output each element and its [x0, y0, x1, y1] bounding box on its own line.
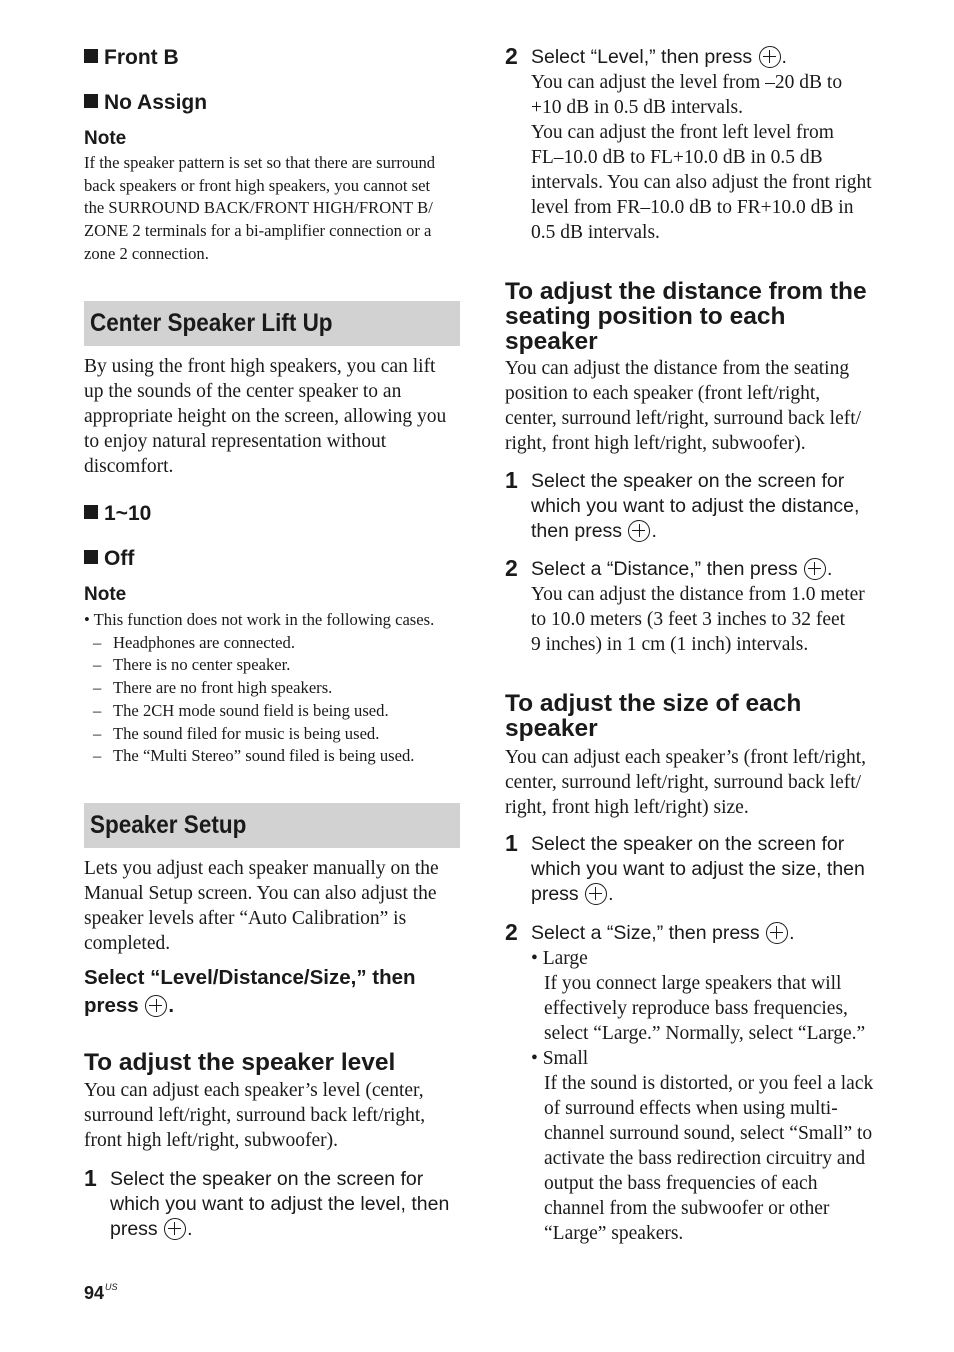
- list-item: • Large: [531, 948, 588, 969]
- step-number: 1: [505, 830, 518, 856]
- size-options: • Large If you connect large speakers that will effectively reproduce bass frequencies, select “Large.” Normally, select “Large.” • Small If the sound is distorted, or you feel a lack of surround effects when using multi- channel surround sound, select “Small” to activate the bass redirection circuitry and output the bass frequencies of each channel from the subwoofer or other “Large” speakers.: [531, 946, 891, 1246]
- square-bullet-icon: [84, 505, 98, 519]
- step-number: 2: [505, 555, 518, 581]
- page-number: $94^{US}$: [84, 1282, 118, 1303]
- enter-button-icon: [628, 520, 650, 542]
- section-banner: Speaker Setup: [84, 803, 460, 848]
- step-number: 1: [84, 1165, 97, 1191]
- section-paragraph: By using the front high speakers, you can lift up the sounds of the center speaker to an appropriate height on the screen, allowing you to enjoy natural representation without discomfort.: [84, 356, 447, 477]
- note-label: Note: [84, 128, 127, 149]
- section-paragraph: You can adjust each speaker’s level (center, surround left/right, surround back left/right, front high left/right, subwoofer).: [84, 1080, 426, 1151]
- subsection-heading: To adjust the distance from the seating position to each speaker: [505, 278, 867, 355]
- enter-button-icon: [164, 1218, 186, 1240]
- section-paragraph: You can adjust the distance from the seating position to each speaker (front left/right, center, surround left/right, surround back left/ right, front high left/right, subwoofer).: [505, 358, 862, 454]
- option-heading: Off: [84, 546, 134, 572]
- list-item: – The sound filed for music is being used.: [93, 723, 380, 743]
- list-item: • Small: [531, 1048, 589, 1069]
- option-heading: Front B: [84, 45, 179, 71]
- instruction-heading: Select “Level/Distance/Size,” then press .: [84, 966, 416, 1017]
- section-paragraph: Lets you adjust each speaker manually on the Manual Setup screen. You can also adjust the speaker levels after “Auto Calibration” is completed.: [84, 858, 439, 954]
- step-number: 2: [505, 43, 518, 69]
- list-item: – There is no center speaker.: [93, 655, 291, 675]
- note-label: Note: [84, 584, 127, 605]
- step-number: 2: [505, 919, 518, 945]
- enter-button-icon: [766, 922, 788, 944]
- step-number: 1: [505, 467, 518, 493]
- section-banner: Center Speaker Lift Up: [84, 301, 460, 346]
- section-paragraph: You can adjust each speaker’s (front left/right, center, surround left/right, surround back left/ right, front high left/right) size.: [505, 747, 867, 818]
- option-heading: No Assign: [84, 90, 207, 116]
- list-item: – The 2CH mode sound field is being used.: [93, 700, 389, 720]
- square-bullet-icon: [84, 94, 98, 108]
- option-heading: 1~10: [84, 501, 151, 527]
- list-item: – There are no front high speakers.: [93, 678, 333, 698]
- square-bullet-icon: [84, 550, 98, 564]
- note-list: • This function does not work in the following cases. – Headphones are connected. – There is no center speaker. – There are no front high speakers. – The 2CH mode sound field is being used. – The sound filed for music is being used. – The “Multi Stereo” sound filed is being used.: [84, 609, 474, 768]
- square-bullet-icon: [84, 49, 98, 63]
- note-text: If the speaker pattern is set so that there are surround back speakers or front high speakers, you cannot set the SURROUND BACK/FRONT HIGH/FRONT B/ ZONE 2 terminals for a bi-amplifier connection or a zone 2 connection.: [84, 153, 436, 263]
- enter-button-icon: [804, 558, 826, 580]
- subsection-heading: To adjust the speaker level: [84, 1049, 396, 1076]
- subsection-heading: To adjust the size of each speaker: [505, 690, 802, 742]
- enter-button-icon: [145, 995, 167, 1017]
- list-item: – Headphones are connected.: [93, 632, 295, 652]
- enter-button-icon: [759, 46, 781, 68]
- enter-button-icon: [585, 883, 607, 905]
- list-item: – The “Multi Stereo” sound filed is being used.: [93, 746, 415, 766]
